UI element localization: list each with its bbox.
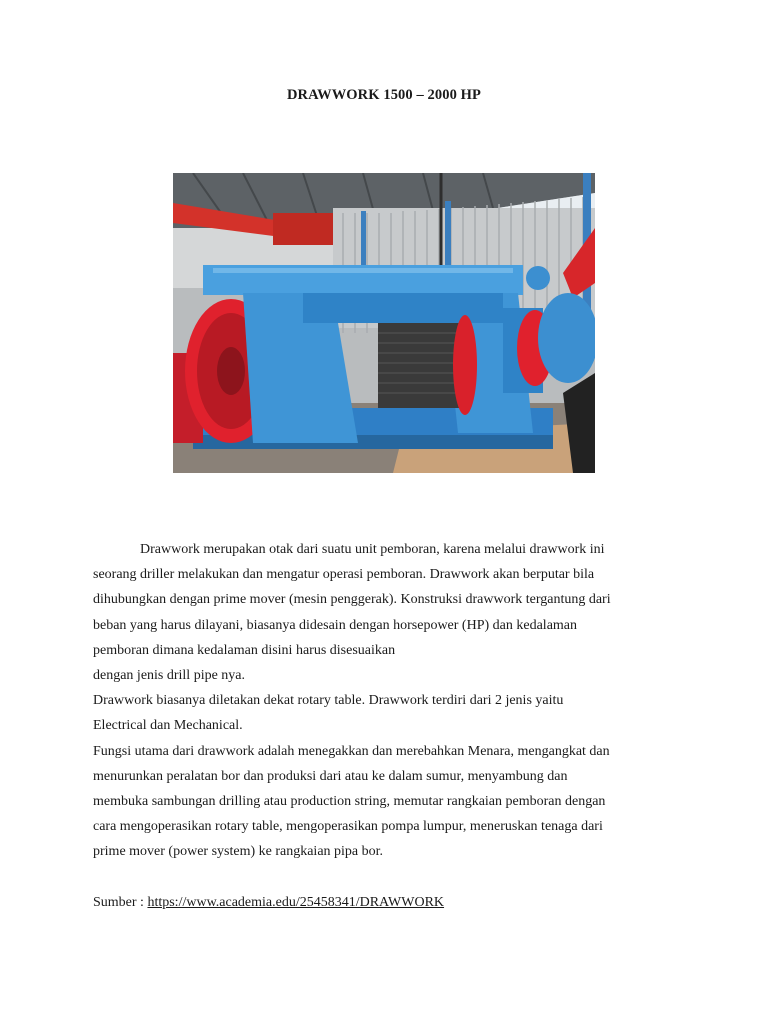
paragraph-line: prime mover (power system) ke rangkaian pipa bor.: [93, 844, 384, 860]
paragraph-line: dengan jenis drill pipe nya.: [93, 668, 246, 684]
paragraph-line: cara mengoperasikan rotary table, mengoperasikan pompa lumpur, meneruskan tenaga dari: [93, 819, 603, 835]
document-body: [93, 537, 683, 915]
paragraph-line: Drawwork biasanya diletakan dekat rotary table. Drawwork terdiri dari 2 jenis yaitu: [93, 693, 564, 709]
paragraph-line: dihubungkan dengan prime mover (mesin penggerak). Konstruksi drawwork tergantung dari: [93, 592, 611, 608]
drawwork-photo: [173, 173, 595, 473]
paragraph-line: Electrical dan Mechanical.: [93, 718, 243, 734]
paragraph-line: membuka sambungan drilling atau production string, memutar rangkaian pemboran dengan: [93, 794, 606, 810]
paragraph-line: pemboran dimana kedalaman disini harus disesuaikan: [93, 642, 396, 658]
source-label: Sumber :: [93, 894, 148, 910]
source-link[interactable]: https://www.academia.edu/25458341/DRAWWORK: [147, 894, 445, 910]
source-line: [93, 890, 683, 915]
paragraph-line: seorang driller melakukan dan mengatur operasi pemboran. Drawwork akan berputar bila: [93, 567, 595, 583]
paragraph-line: Drawwork merupakan otak dari suatu unit pemboran, karena melalui drawwork ini: [140, 542, 605, 557]
paragraph-gap: [93, 865, 683, 890]
paragraph-line: menurunkan peralatan bor dan produksi dari atau ke dalam sumur, menyambung dan: [93, 768, 568, 784]
drawwork-illustration: [173, 173, 595, 473]
paragraph-line: beban yang harus dilayani, biasanya didesain dengan horsepower (HP) dan kedalaman: [93, 617, 578, 633]
paragraph-line: Fungsi utama dari drawwork adalah menegakkan dan merebahkan Menara, mengangkat dan: [93, 743, 610, 759]
document-title: DRAWWORK 1500 – 2000 HP: [286, 87, 482, 103]
